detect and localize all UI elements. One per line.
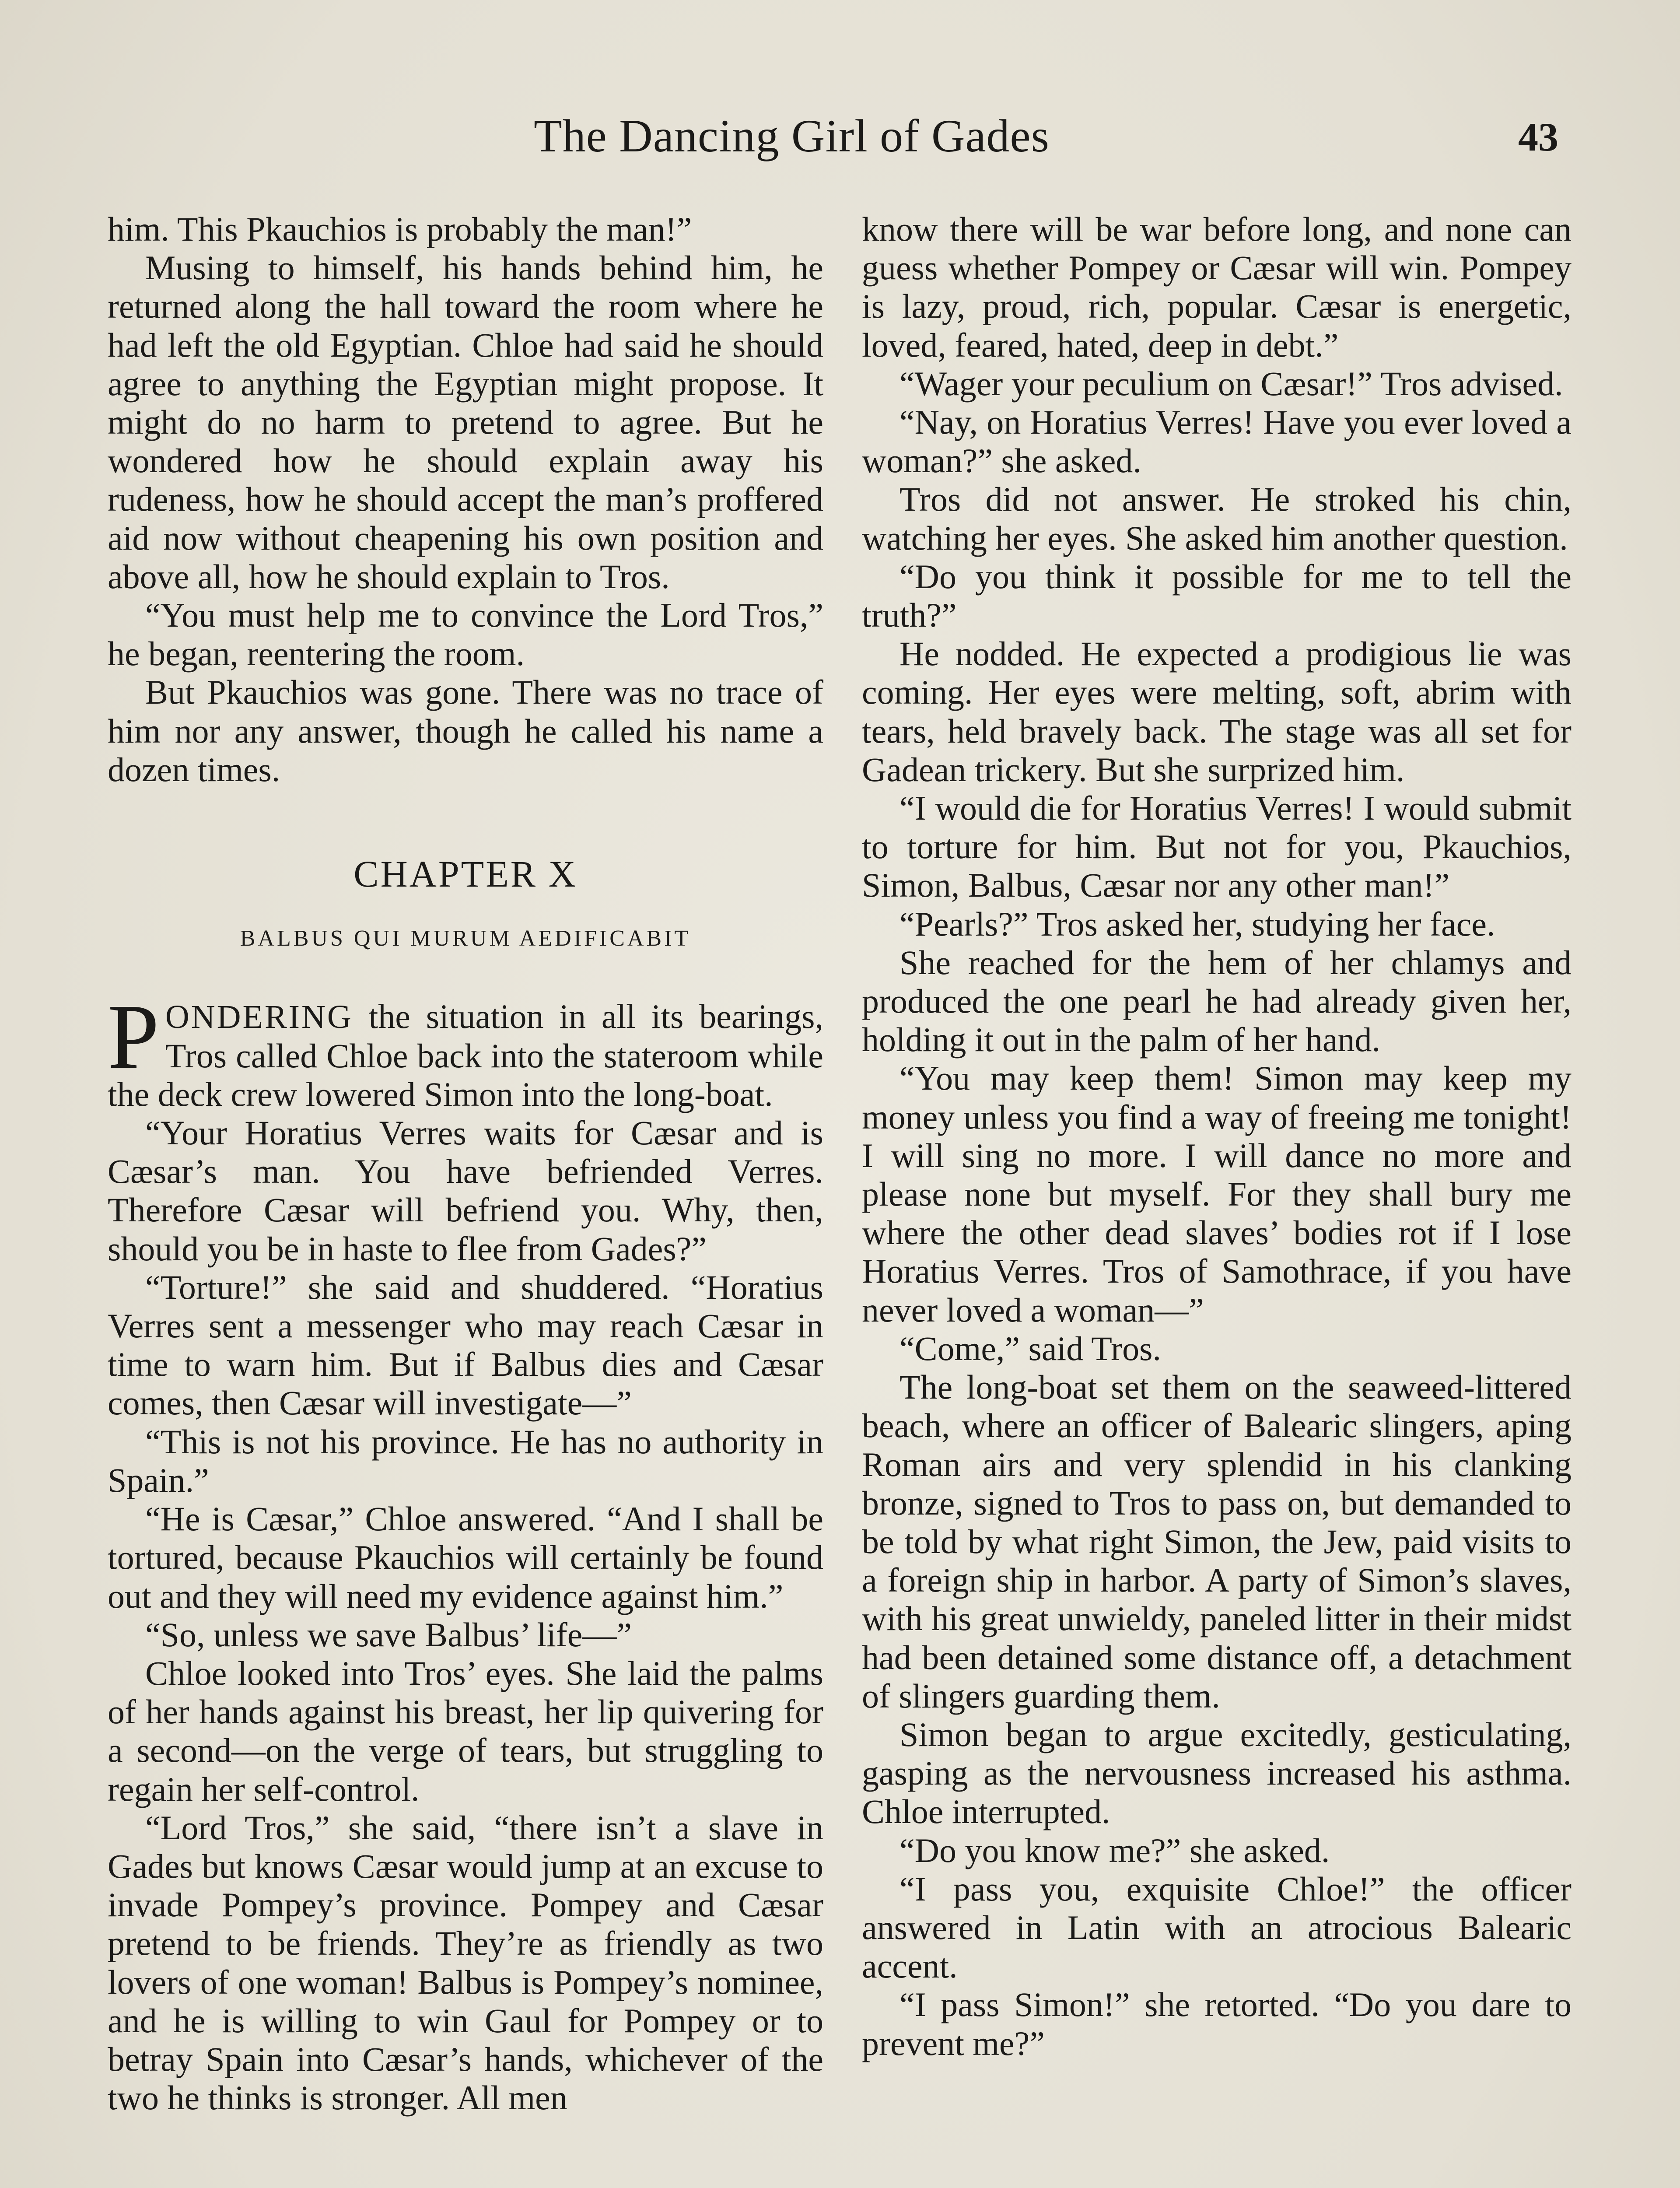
paragraph: “Lord Tros,” she said, “there isn’t a slave in Gades but knows Cæsar would jump at an excuse to invade Pompey’s province. Pompey and Cæsar pretend to be friends. They’re as friendly as two lovers of one woman! Balbus is Pompey’s nominee, and he is willing to win Gaul for Pompey or to betray Spain into Cæsar’s hands, whichever of the two he thinks is stronger. All men [108, 1808, 823, 2117]
opening-paragraph [108, 985, 823, 1114]
paragraph: “Come,” said Tros. [900, 1329, 1162, 1368]
paragraph: But Pkauchios was gone. There was no trace of him nor any answer, though he called his name a dozen times. [108, 673, 823, 789]
left-column [108, 210, 823, 2188]
paragraph: “Torture!” she said and shuddered. “Horatius Verres sent a messenger who may reach Cæsar in time to warn him. But if Balbus dies and Cæsar comes, then Cæsar will investigate—” [108, 1268, 823, 1422]
paragraph: “I would die for Horatius Verres! I would submit to torture for him. But not for you, Pkauchios, Simon, Balbus, Cæsar nor any other man!” [862, 789, 1572, 905]
opening-paragraph-text: the situation in all its bearings, Tros called Chloe back into the stateroom while the deck crew lowered Simon into the long-boat. [108, 997, 823, 1113]
paragraph: She reached for the hem of her chlamys and produced the one pearl he had already given her, holding it out in the palm of her hand. [862, 943, 1572, 1059]
paragraph: Simon began to argue excitedly, gesticulating, gasping as the nervousness increased his asthma. Chloe interrupted. [862, 1715, 1572, 1831]
paragraph: “I pass Simon!” she retorted. “Do you dare to prevent me?” [862, 1985, 1572, 2062]
page-number: 43 [1518, 115, 1558, 159]
chapter-title: CHAPTER X [354, 853, 578, 895]
paragraph: “Do you know me?” she asked. [900, 1831, 1330, 1869]
paragraph: “I pass you, exquisite Chloe!” the officer answered in Latin with an atrocious Balearic accent. [862, 1869, 1572, 1985]
paragraph: him. This Pkauchios is probably the man!” [108, 210, 692, 248]
paragraph: “You must help me to convince the Lord Tros,” he began, reentering the room. [108, 596, 823, 673]
paragraph: “This is not his province. He has no authority in Spain.” [108, 1422, 823, 1499]
drop-cap: P [108, 985, 159, 1088]
paragraph: “Do you think it possible for me to tell the truth?” [862, 557, 1572, 635]
paragraph: “So, unless we save Balbus’ life—” [145, 1615, 632, 1654]
paragraph: “Your Horatius Verres waits for Cæsar and is Cæsar’s man. You have befriended Verres. Therefore Cæsar will befriend you. Why, then, should you be in haste to flee from Gades?” [108, 1114, 823, 1268]
paragraph: “Nay, on Horatius Verres! Have you ever loved a woman?” she asked. [862, 403, 1572, 480]
paragraph: know there will be war before long, and none can guess whether Pompey or Cæsar will win. Pompey is lazy, proud, rich, popular. Cæsar is energetic, loved, feared, hated, deep in debt.” [862, 210, 1572, 364]
paragraph: Tros did not answer. He stroked his chin, watching her eyes. She asked him another question. [862, 480, 1572, 557]
running-head [0, 109, 1680, 166]
chapter-subtitle: BALBUS QUI MURUM AEDIFICABIT [240, 926, 691, 951]
paragraph: The long-boat set them on the seaweed-littered beach, where an officer of Balearic slingers, aping Roman airs and very splendid in his clanking bronze, signed to Tros to pass on, but demanded to be told by what right Simon, the Jew, paid visits to a foreign ship in harbor. A party of Simon’s slaves, with his great unwieldy, paneled litter in their midst had been detained some distance off, a detachment of slingers guarding them. [862, 1368, 1572, 1715]
paragraph: He nodded. He expected a prodigious lie was coming. Her eyes were melting, soft, abrim with tears, held bravely back. The stage was all set for Gadean trickery. But she surprized him. [862, 635, 1572, 789]
paragraph: Chloe looked into Tros’ eyes. She laid the palms of her hands against his breast, her lip quivering for a second—on the verge of tears, but struggling to regain her self-control. [108, 1654, 823, 1808]
paragraph: “Pearls?” Tros asked her, studying her face. [900, 905, 1495, 943]
paragraph: “Wager your peculium on Cæsar!” Tros advised. [900, 364, 1563, 403]
paragraph: “He is Cæsar,” Chloe answered. “And I shall be tortured, because Pkauchios will certainly be found out and they will need my evidence against him.” [108, 1500, 823, 1615]
paragraph: Musing to himself, his hands behind him, he returned along the hall toward the room where he had left the old Egyptian. Chloe had said he should agree to anything the Egyptian might propose. It might do no harm to pretend to agree. But he wondered how he should explain away his rudeness, how he should accept the man’s proffered aid now without cheapening his own position and above all, how he should explain to Tros. [108, 249, 823, 596]
running-title: The Dancing Girl of Gades [534, 110, 1050, 161]
right-column [862, 210, 1572, 2188]
paragraph: “You may keep them! Simon may keep my money unless you find a way of freeing me tonight! I will sing no more. I will dance no more and please none but myself. For they shall bury me where the other dead slaves’ bodies rot if I lose Horatius Verres. Tros of Samothrace, if you have never loved a woman—” [862, 1059, 1572, 1329]
opening-word-rest: ONDERING [165, 999, 353, 1036]
